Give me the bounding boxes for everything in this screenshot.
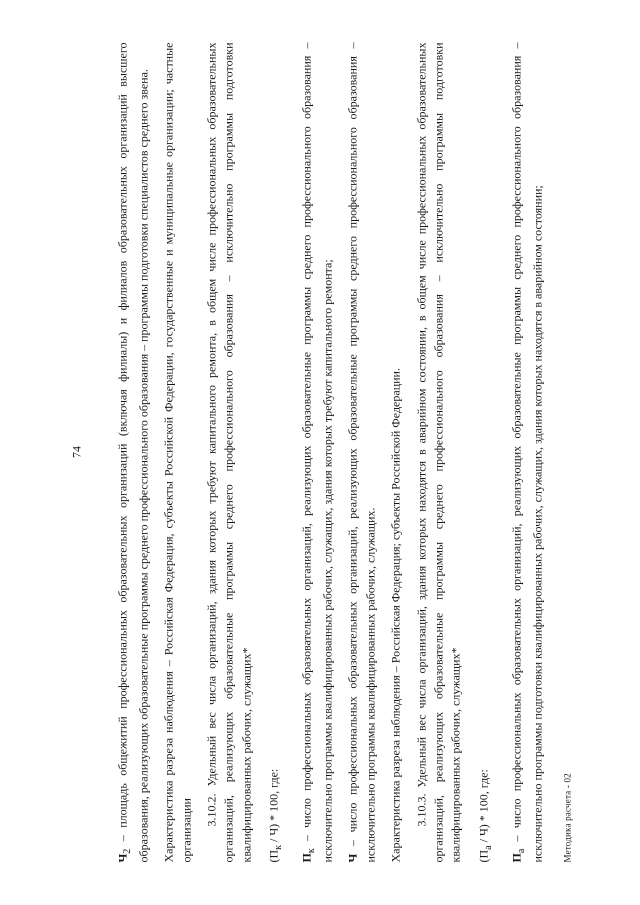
definition-text: – число профессиональных образовательных организаций, реализующих образовательные программы среднего профессионального образования – исключительно программы квалифицированных рабочих, служащих, здания которых требуют капитального ремонта; — [299, 42, 335, 863]
formula-open: (П — [266, 849, 281, 863]
symbol: П — [299, 853, 314, 863]
symbol-subscript: а — [515, 848, 527, 854]
paragraph-pa-definition — [508, 43, 546, 863]
paragraph-ch2-definition — [115, 43, 153, 863]
symbol-subscript: 2 — [121, 848, 133, 854]
definition-text: – число профессиональных образовательных организаций, реализующих образовательные программы среднего профессионального образования – исключительно программы подготовки квалифицированных рабочих, служащих, здания которых находятся в аварийном состоянии; — [509, 42, 545, 863]
page-number: 74 — [69, 446, 84, 458]
formula-3-10-3 — [475, 43, 496, 863]
paragraph-section-characteristic-1: Характеристика разреза наблюдения – Российская Федерация, субъекты Российской Федерации, государственные и муниципальные организации; частные организации — [161, 42, 194, 863]
formula-subscript: а — [482, 845, 494, 850]
heading-3-10-2: 3.10.2. Удельный вес числа организаций, здания которых требуют капитального ремонта, в общем числе профессиональных образовательных организаций, реализующих образовательные программы среднего профессионального образования – исключительно программы подготовки квалифицированных рабочих, служащих* — [204, 42, 254, 863]
formula-rest: / Ч) * 100, где: — [266, 768, 281, 845]
text-body — [115, 43, 555, 863]
symbol: П — [509, 853, 524, 863]
symbol: Ч — [345, 853, 360, 863]
formula-open: (П — [476, 849, 491, 863]
footer-note: Методика расчета - 02 — [562, 773, 573, 863]
formula-3-10-2 — [266, 43, 287, 863]
heading-3-10-3: 3.10.3. Удельный вес числа организаций, здания которых находятся в аварийном состоянии, в общем числе профессиональных образовательных организаций, реализующих образовательные программы среднего профессионального образования – исключительно программы подготовки квалифицированных рабочих, служащих* — [414, 42, 463, 863]
document-page — [0, 42, 640, 863]
definition-text: – число профессиональных образовательных организаций, реализующих образовательные программы среднего профессионального образования – исключительно программы квалифицированных рабочих, служащих. — [345, 42, 378, 863]
symbol-subscript: к — [306, 848, 318, 854]
formula-subscript: к — [273, 844, 285, 850]
paragraph-section-characteristic-2: Характеристика разреза наблюдения – Российская Федерация; субъекты Российской Федерации. — [388, 368, 403, 863]
document-page-content — [61, 20, 581, 885]
formula-rest: / Ч) * 100, где: — [476, 769, 491, 846]
paragraph-pk-definition — [299, 43, 337, 863]
definition-text: – площадь общежитий профессиональных образовательных организаций (включая филиалы) и филиалов образовательных организаций высшего образования, реализующих образовательные программы среднего профессионального образования – программы подготовки специалистов среднего звена. — [115, 42, 151, 863]
symbol: Ч — [115, 853, 130, 863]
paragraph-ch-definition — [345, 43, 380, 863]
